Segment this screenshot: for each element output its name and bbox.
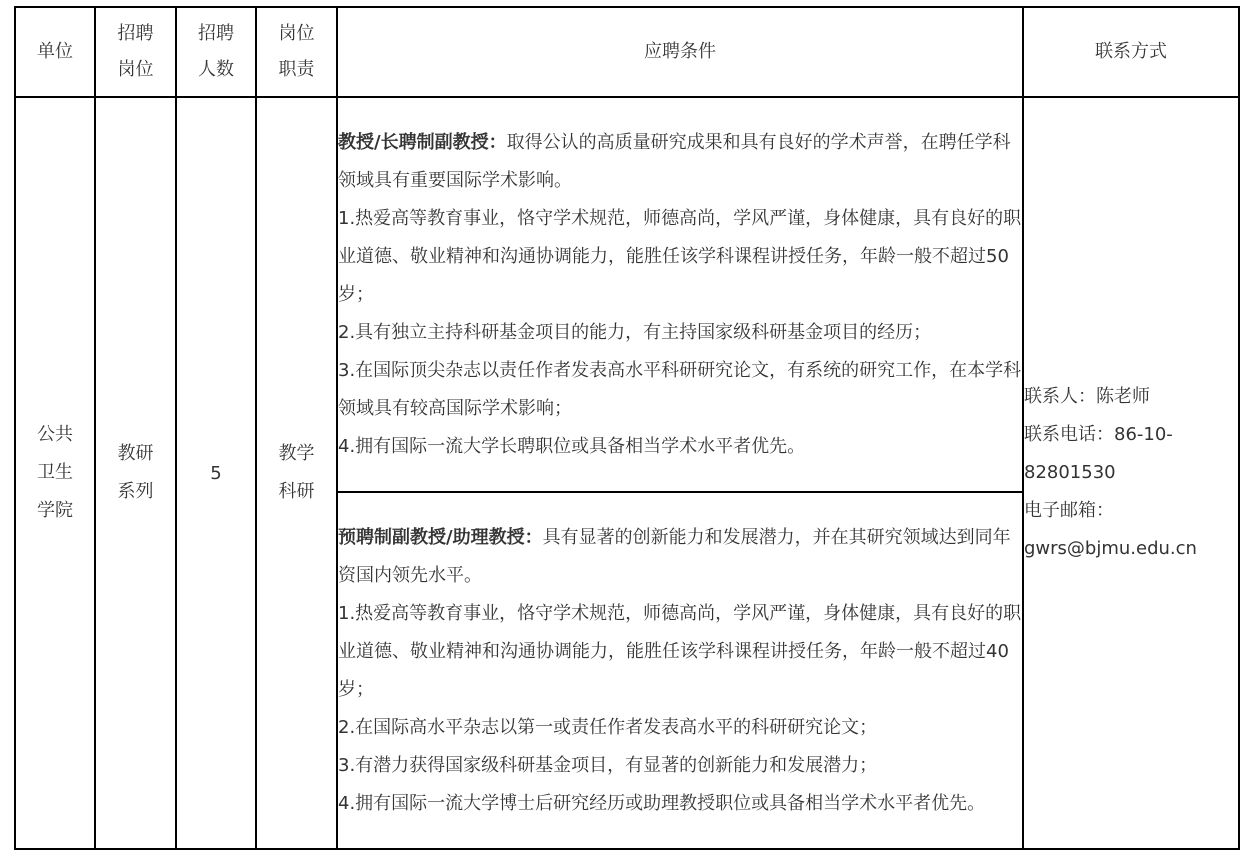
table-row [15,97,1239,492]
cell-contact [1023,97,1239,849]
cell-count: 5 [176,97,256,849]
condition-item: 3.在国际顶尖杂志以责任作者发表高水平科研研究论文，有系统的研究工作，在本学科领域具有较高国际学术影响； [338,359,1022,419]
cell-duty: 教学 科研 [256,97,337,849]
contact-person: 联系人：陈老师 [1024,386,1150,407]
cell-unit: 公共 卫生 学院 [15,97,95,849]
condition-item: 2.具有独立主持科研基金项目的能力，有主持国家级科研基金项目的经历； [338,321,932,343]
header-count: 招聘 人数 [176,7,256,97]
conditions-intro: 预聘制副教授/助理教授：具有显著的创新能力和发展潜力，并在其研究领域达到同年资国内领先水平。 [338,526,1011,586]
header-contact: 联系方式 [1023,7,1239,97]
header-row [15,7,1239,97]
conditions-associate [337,492,1023,849]
header-unit: 单位 [15,7,95,97]
header-duty: 岗位 职责 [256,7,337,97]
cell-position: 教研 系列 [95,97,176,849]
condition-item: 2.在国际高水平杂志以第一或责任作者发表高水平的科研研究论文； [338,716,878,738]
conditions-professor [337,97,1023,492]
header-conditions: 应聘条件 [337,7,1023,97]
contact-email: gwrs@bjmu.edu.cn [1024,538,1197,559]
recruitment-table [14,6,1240,850]
conditions-intro: 教授/长聘制副教授：取得公认的高质量研究成果和具有良好的学术声誉，在聘任学科领域具有重要国际学术影响。 [338,131,1011,191]
contact-email-label: 电子邮箱： [1024,500,1114,521]
condition-item: 4.拥有国际一流大学长聘职位或具备相当学术水平者优先。 [338,435,806,457]
condition-item: 3.有潜力获得国家级科研基金项目，有显著的创新能力和发展潜力； [338,754,878,776]
condition-item: 1.热爱高等教育事业，恪守学术规范，师德高尚，学风严谨，身体健康，具有良好的职业道德、敬业精神和沟通协调能力，能胜任该学科课程讲授任务，年龄一般不超过50岁； [338,207,1022,305]
contact-phone: 联系电话：86-10-82801530 [1024,424,1173,483]
header-position: 招聘 岗位 [95,7,176,97]
condition-item: 1.热爱高等教育事业，恪守学术规范，师德高尚，学风严谨，身体健康，具有良好的职业道德、敬业精神和沟通协调能力，能胜任该学科课程讲授任务，年龄一般不超过40岁； [338,602,1022,700]
condition-item: 4.拥有国际一流大学博士后研究经历或助理教授职位或具备相当学术水平者优先。 [338,792,986,814]
